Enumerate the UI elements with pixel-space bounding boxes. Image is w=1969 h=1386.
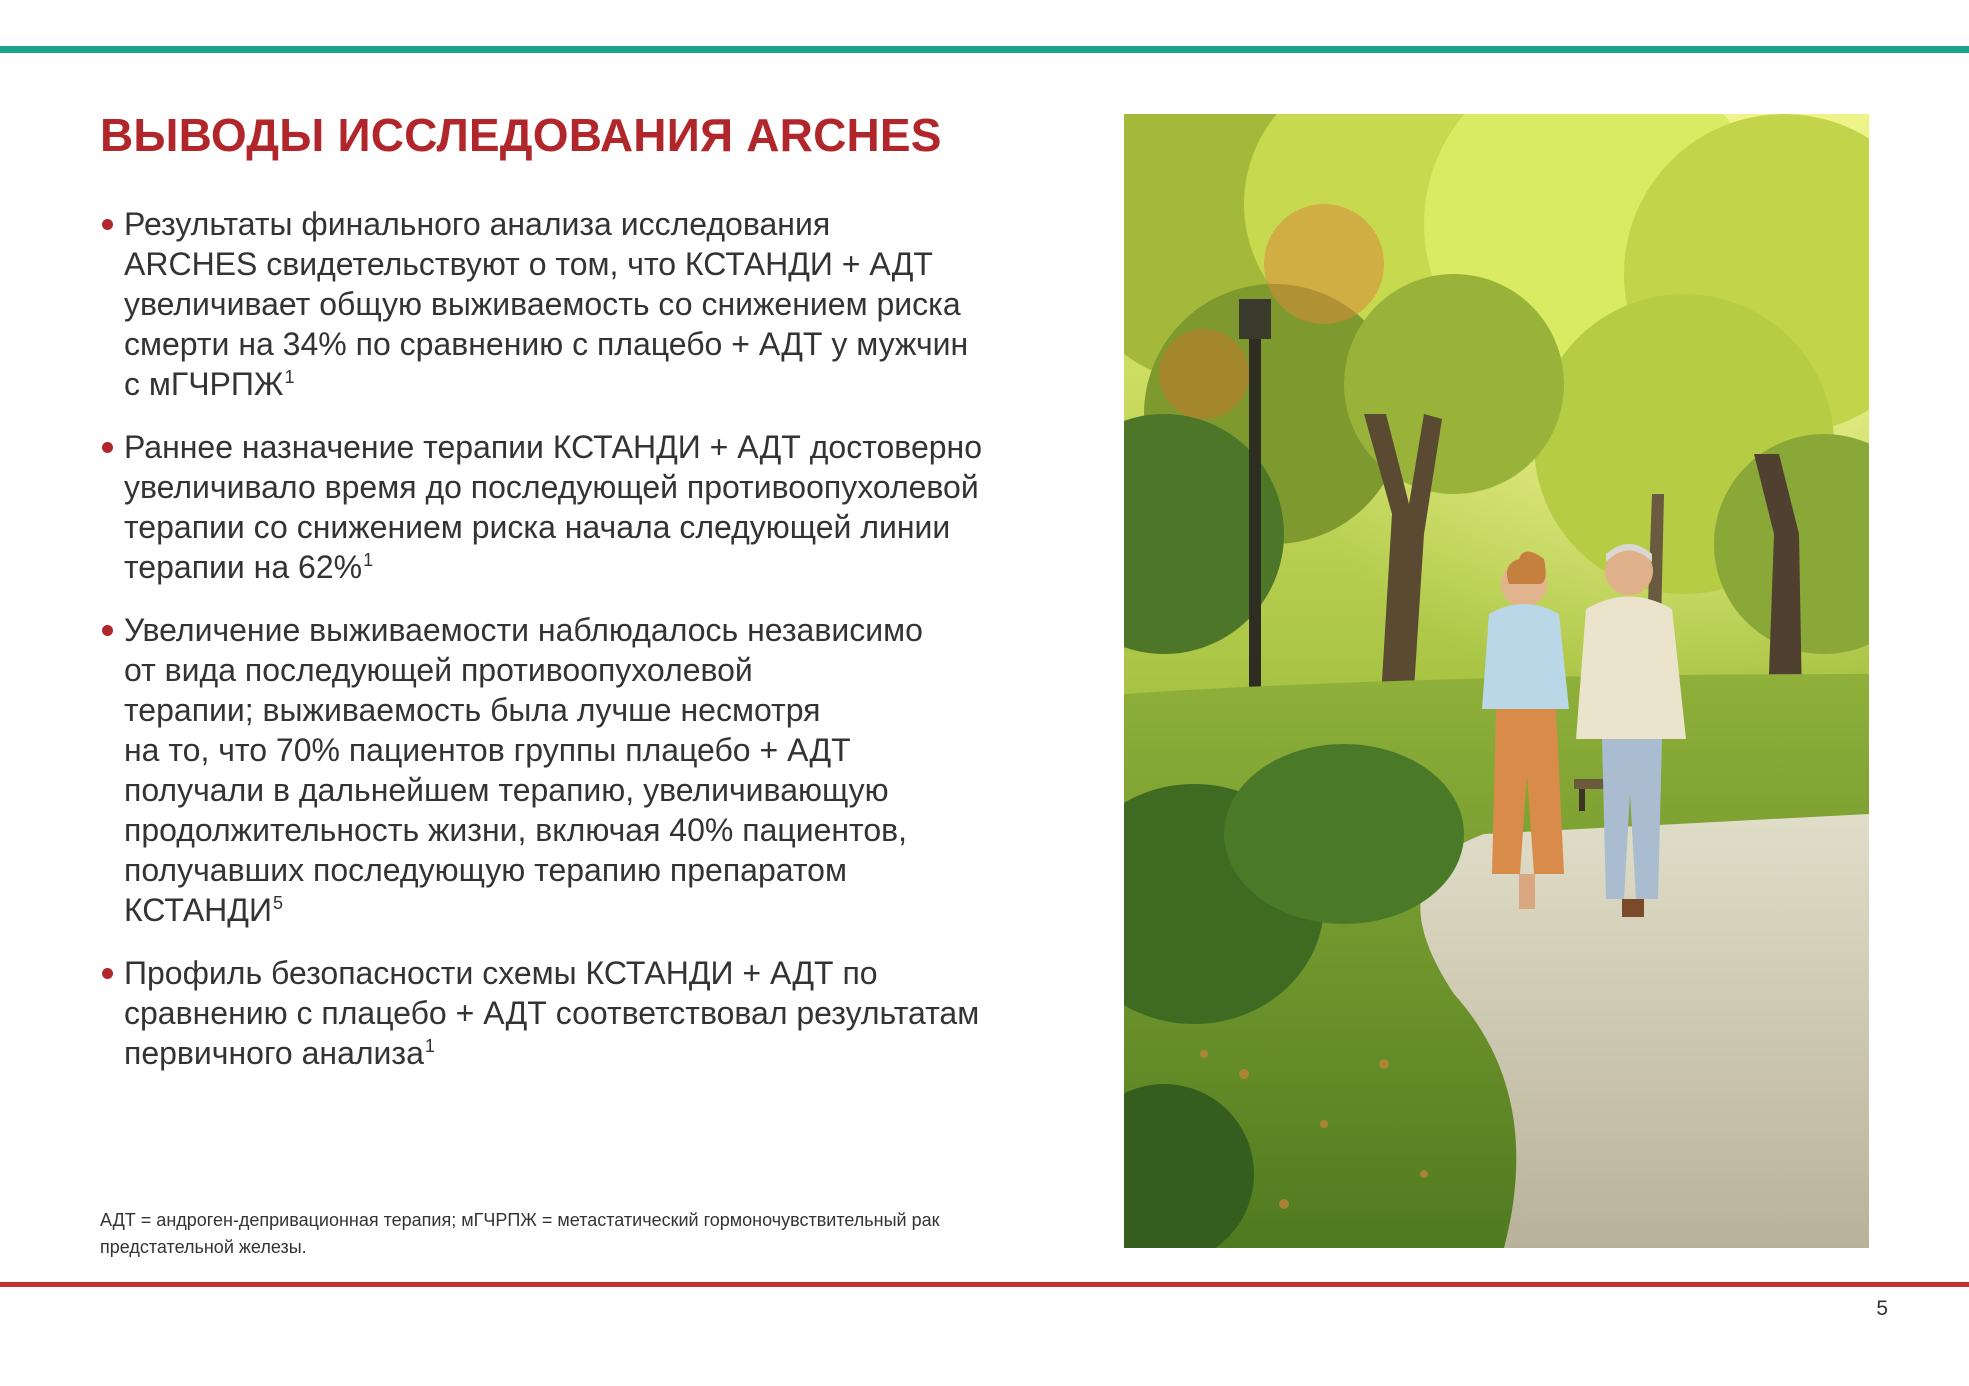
bullet-text-line	[124, 364, 1060, 404]
page-title: ВЫВОДЫ ИССЛЕДОВАНИЯ ARCHES	[100, 109, 942, 161]
bullet-text-line: Увеличение выживаемости наблюдалось независимо	[124, 612, 923, 648]
bullet-item	[100, 610, 1060, 930]
bullet-item	[100, 427, 1060, 587]
bullet-text-segment: с мГЧРПЖ	[124, 366, 284, 402]
bullet-text-line: ARCHES свидетельствуют о том, что КСТАНДИ + АДТ	[124, 246, 933, 282]
reference-superscript: 5	[272, 893, 283, 914]
bullet-marker	[102, 219, 113, 230]
bullet-item	[100, 204, 1060, 404]
bullet-text-segment: КСТАНДИ	[124, 892, 272, 928]
bullet-text-line: смерти на 34% по сравнению с плацебо + АДТ у мужчин	[124, 326, 969, 362]
bullet-text-line: Результаты финального анализа исследования	[124, 206, 831, 242]
bullet-text-line: увеличивало время до последующей противоопухолевой	[124, 469, 979, 505]
park-photo	[1124, 114, 1869, 1248]
bullet-text-line: терапии со снижением риска начала следующей линии	[124, 509, 951, 545]
bullet-text-line: сравнению с плацебо + АДТ соответствовал результатам	[124, 995, 980, 1031]
bullet-text-segment: терапии на 62%	[124, 549, 363, 585]
bullet-text-line	[124, 890, 1060, 930]
footnote-line: АДТ = андроген-депривационная терапия; мГЧРПЖ = метастатический гормоночувствительный рак	[100, 1210, 940, 1230]
bullet-text-segment: первичного анализа	[124, 1035, 424, 1071]
bullet-text-line: на то, что 70% пациентов группы плацебо + АДТ	[124, 732, 851, 768]
bullet-text-line: получали в дальнейшем терапию, увеличивающую	[124, 772, 889, 808]
bullet-text-line: Профиль безопасности схемы КСТАНДИ + АДТ по	[124, 955, 878, 991]
top-divider	[0, 46, 1969, 53]
bullet-text-line: терапии; выживаемость была лучше несмотря	[124, 692, 821, 728]
reference-superscript: 1	[363, 550, 374, 571]
reference-superscript: 1	[284, 367, 295, 388]
bullet-text-line: от вида последующей противоопухолевой	[124, 652, 753, 688]
bullet-text-line	[124, 1033, 1060, 1073]
page-number: 5	[1876, 1297, 1888, 1320]
footnote-line: предстательной железы.	[100, 1237, 307, 1257]
bullet-text-line: Раннее назначение терапии КСТАНДИ + АДТ достоверно	[124, 429, 982, 465]
abbreviations-footnote	[100, 1207, 1060, 1261]
bottom-divider	[0, 1282, 1969, 1287]
bullet-text-line: увеличивает общую выживаемость со снижением риска	[124, 286, 961, 322]
conclusions-list	[100, 204, 1060, 1096]
bullet-marker	[102, 625, 113, 636]
bullet-item	[100, 953, 1060, 1073]
bullet-text-line: продолжительность жизни, включая 40% пациентов,	[124, 812, 908, 848]
bullet-marker	[102, 442, 113, 453]
reference-superscript: 1	[424, 1036, 435, 1057]
bullet-text-line	[124, 547, 1060, 587]
bullet-marker	[102, 968, 113, 979]
bullet-text-line: получавших последующую терапию препаратом	[124, 852, 847, 888]
